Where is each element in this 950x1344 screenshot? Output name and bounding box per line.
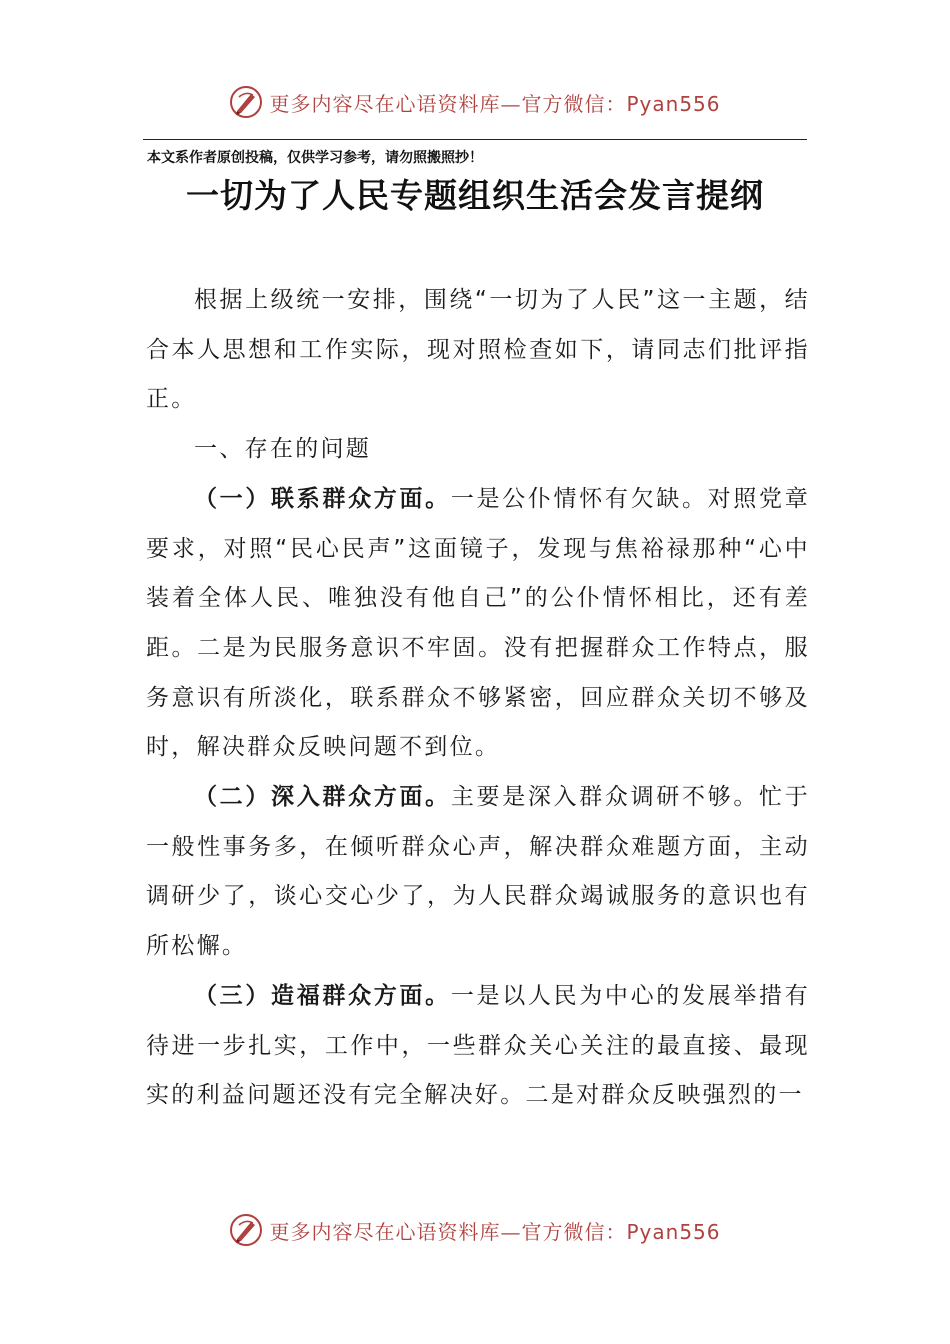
- document-body: [146, 276, 810, 1121]
- footer-banner-text: 更多内容尽在心语资料库—官方微信：Pyan556: [269, 1219, 721, 1244]
- item-text-3: 一是以人民为中心的发展举措有待进一步扎实，工作中，一些群众关心关注的最直接、最现实的利益问题还没有完全解决好。二是对群众反映强烈的一: [146, 982, 811, 1109]
- intro-paragraph: 根据上级统一安排，围绕“一切为了人民”这一主题，结合本人思想和工作实际，现对照检查如下，请同志们批评指正。: [146, 287, 810, 413]
- wechat-id: Pyan556: [626, 1219, 721, 1244]
- footer-banner: [0, 1210, 950, 1250]
- copyright-notice: 本文系作者原创投稿，仅供学习参考，请勿照搬照抄！: [147, 150, 483, 166]
- pen-logo-icon: [229, 85, 263, 119]
- item-paragraph-2: [146, 773, 810, 972]
- header-banner-text: 更多内容尽在心语资料库—官方微信：Pyan556: [269, 91, 721, 116]
- item-text-2: 主要是深入群众调研不够。忙于一般性事务多，在倾听群众心声，解决群众难题方面，主动调研少了，谈心交心少了，为人民群众竭诚服务的意识也有所松懈。: [146, 784, 811, 960]
- item-label-2: （二）深入群众方面。: [194, 784, 451, 811]
- pen-logo-icon: [229, 1213, 263, 1247]
- item-label-3: （三）造福群众方面。: [194, 982, 451, 1009]
- wechat-id: Pyan556: [626, 91, 721, 116]
- item-paragraph-3: [146, 972, 810, 1121]
- item-paragraph-1: [146, 475, 810, 773]
- section-heading: 一、存在的问题: [194, 436, 372, 463]
- header-banner: [0, 82, 950, 122]
- document-title: 一切为了人民专题组织生活会发言提纲: [186, 176, 764, 215]
- item-text-1: 一是公仆情怀有欠缺。对照党章要求，对照“民心民声”这面镜子，发现与焦裕禄那种“心中装着全体人民、唯独没有他自己”的公仆情怀相比，还有差距。二是为民服务意识不牢固。没有把握群众工作特点，服务意识有所淡化，联系群众不够紧密，回应群众关切不够及时，解决群众反映问题不到位。: [146, 485, 811, 761]
- item-label-1: （一）联系群众方面。: [194, 485, 451, 512]
- header-divider: [143, 139, 807, 140]
